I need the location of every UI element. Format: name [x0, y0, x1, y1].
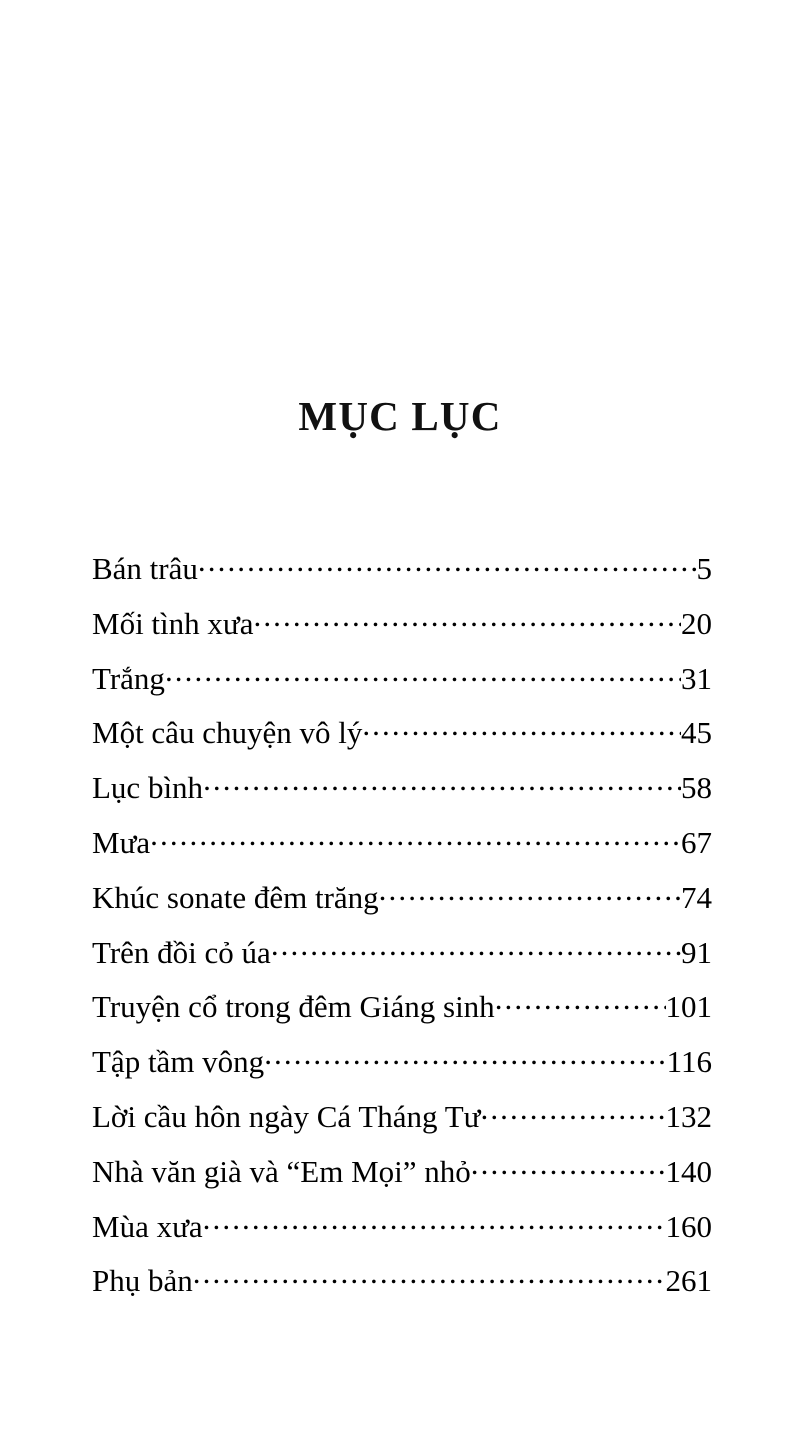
dot-leader — [271, 932, 681, 963]
dot-leader — [471, 1151, 666, 1182]
toc-entry-title: Phụ bản — [92, 1263, 193, 1299]
toc-entry-title: Bán trâu — [92, 551, 198, 586]
toc-entry-page-number: 45 — [681, 715, 712, 751]
toc-entry-page-number: 116 — [666, 1044, 712, 1080]
dot-leader — [253, 603, 681, 634]
toc-entry[interactable] — [92, 822, 712, 877]
dot-leader — [264, 1041, 666, 1072]
dot-leader — [165, 658, 681, 689]
dot-leader — [480, 1096, 665, 1127]
page-title: MỤC LỤC — [298, 393, 502, 439]
toc-entry-title: Nhà văn già và “Em Mọi” nhỏ — [92, 1153, 471, 1189]
toc-entry-page-number: 74 — [681, 879, 712, 915]
dot-leader — [193, 1260, 666, 1291]
toc-entry[interactable] — [92, 986, 712, 1041]
toc-entry-title: Một câu chuyện vô lý — [92, 715, 363, 751]
toc-entry-title: Trắng — [92, 660, 165, 696]
dot-leader — [203, 767, 681, 798]
toc-entry[interactable] — [92, 767, 712, 822]
toc-entry-title: Tập tầm vông — [92, 1044, 265, 1080]
dot-leader — [150, 822, 681, 853]
toc-entry-page-number: 91 — [681, 934, 712, 970]
toc-entry[interactable] — [92, 1260, 712, 1315]
toc-entry-page-number: 67 — [681, 824, 712, 860]
dot-leader — [495, 986, 666, 1017]
table-of-contents-list — [92, 548, 712, 1315]
dot-leader — [379, 877, 681, 908]
toc-entry[interactable] — [92, 877, 712, 932]
toc-entry-title: Khúc sonate đêm trăng — [92, 879, 379, 915]
toc-entry-title: Truyện cổ trong đêm Giáng sinh — [92, 989, 495, 1025]
toc-entry-page-number: 132 — [665, 1098, 712, 1134]
toc-entry[interactable] — [92, 1041, 712, 1096]
toc-entry-page-number: 20 — [681, 605, 712, 641]
toc-entry-page-number: 160 — [665, 1208, 712, 1244]
toc-entry-title: Mùa xưa — [92, 1208, 203, 1244]
toc-entry[interactable] — [92, 1151, 712, 1206]
toc-entry[interactable] — [92, 932, 712, 987]
toc-entry[interactable] — [92, 1096, 712, 1151]
toc-entry-title: Trên đồi cỏ úa — [92, 934, 271, 970]
toc-entry[interactable] — [92, 1206, 712, 1261]
toc-entry[interactable] — [92, 658, 712, 713]
toc-entry-title: Lục bình — [92, 770, 204, 806]
toc-entry-page-number: 101 — [665, 989, 712, 1025]
toc-entry-title: Lời cầu hôn ngày Cá Tháng Tư — [92, 1098, 481, 1134]
toc-entry-page-number: 261 — [665, 1263, 712, 1299]
dot-leader — [362, 712, 681, 743]
toc-entry[interactable] — [92, 548, 712, 603]
toc-entry[interactable] — [92, 712, 712, 767]
dot-leader — [203, 1206, 666, 1237]
toc-entry-page-number: 5 — [696, 551, 712, 586]
toc-entry-title: Mối tình xưa — [92, 605, 254, 641]
toc-entry[interactable] — [92, 603, 712, 658]
toc-entry-title: Mưa — [92, 824, 151, 860]
toc-entry-page-number: 31 — [681, 660, 712, 696]
toc-entry-page-number: 58 — [681, 770, 712, 806]
toc-entry-page-number: 140 — [665, 1153, 712, 1189]
dot-leader — [198, 548, 697, 579]
